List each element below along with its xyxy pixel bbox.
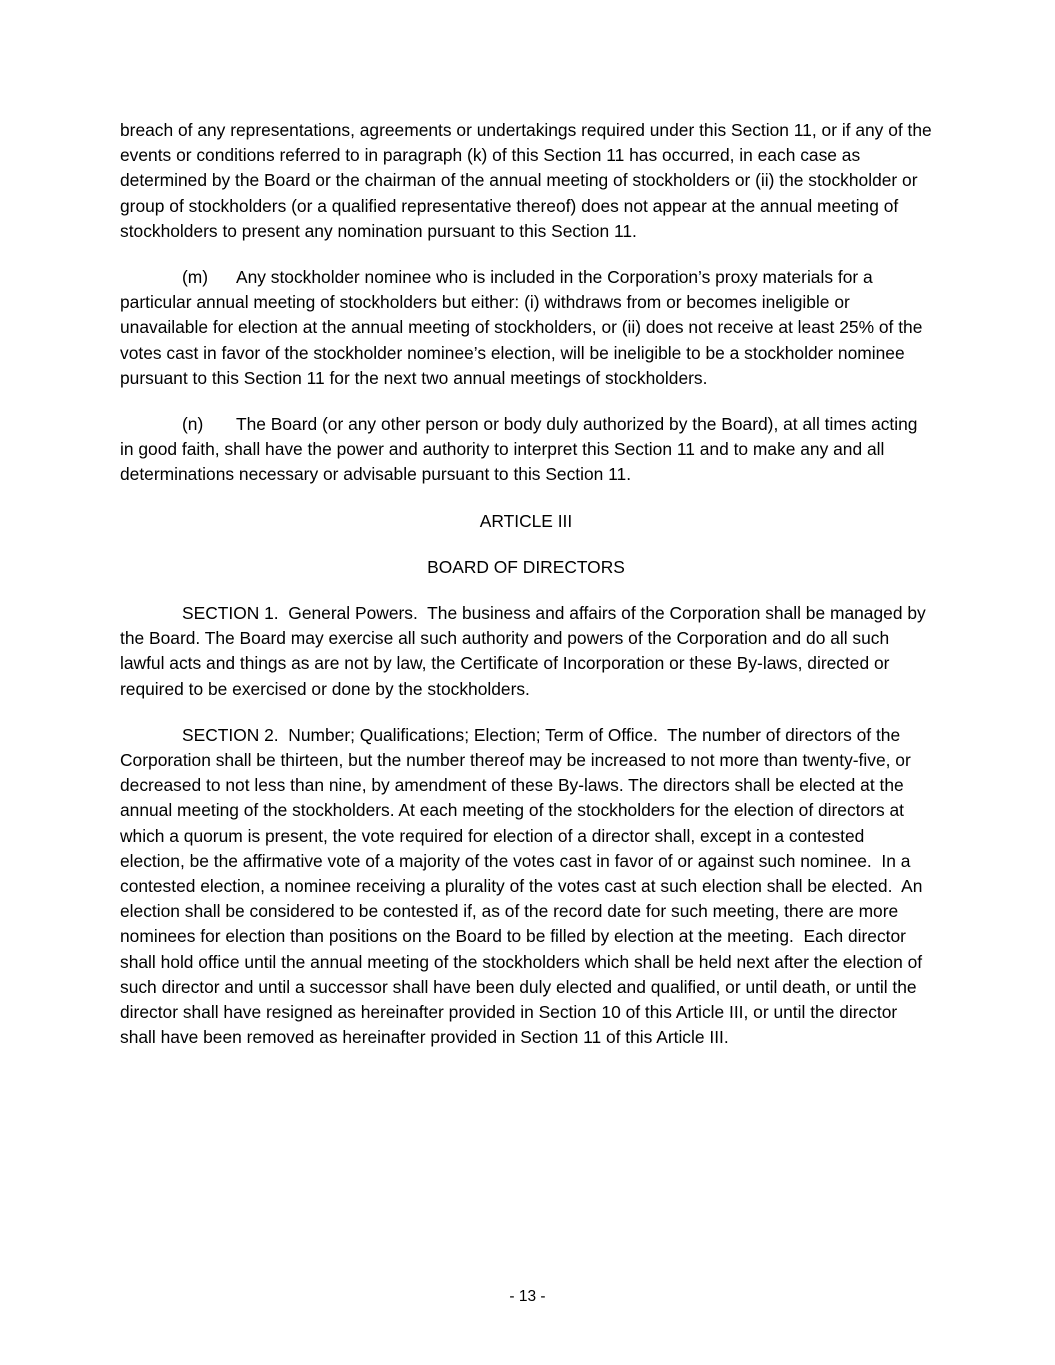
paragraph-n: (n) The Board (or any other person or body duly authorized by the Board), at all times acting in good faith, shall have the power and authority to interpret this Section 11 and to make any and all determinations necessary or advisable pursuant to this Section 11. xyxy=(120,414,923,485)
paragraph-breach: breach of any representations, agreements or undertakings required under this Section 11, or if any of the events or conditions referred to in paragraph (k) of this Section 11 has occurred, in each case as determined by the Board or the chairman of the annual meeting of stockholders or (ii) the stockholder or group of stockholders (or a qualified representative thereof) does not appear at the annual meeting of stockholders to present any nomination pursuant to this Section 11. xyxy=(120,120,937,241)
section-2-paragraph: SECTION 2. Number; Qualifications; Election; Term of Office. The number of directors of the Corporation shall be thirteen, but the number thereof may be increased to not more than twenty-five, or decreased to not less than nine, by amendment of these By-laws. The directors shall be elected at the annual meeting of the stockholders. At each meeting of the stockholders for the election of directors at which a quorum is present, the vote required for election of a director shall, except in a contested election, be the affirmative vote of a majority of the votes cast in favor of or against such nominee. In a contested election, a nominee receiving a plurality of the votes cast at such election shall be elected. An election shall be considered to be contested if, as of the record date for such meeting, there are more nominees for election than positions on the Board to be filled by election at the meeting. Each director shall hold office until the annual meeting of the stockholders which shall be held next after the election of such director and until a successor shall have been duly elected and qualified, or until death, or until the director shall have resigned as hereinafter provided in Section 10 of this Article III, or until the director shall have been removed as hereinafter provided in Section 11 of this Article III. xyxy=(120,724,928,1048)
section-1-paragraph: SECTION 1. General Powers. The business and affairs of the Corporation shall be managed by the Board. The Board may exercise all such authority and powers of the Corporation and do all such lawful acts and things as are not by law, the Certificate of Incorporation or these By-laws, directed or required to be exercised or done by the stockholders. xyxy=(120,603,931,699)
paragraph-m: (m) Any stockholder nominee who is included in the Corporation’s proxy materials for a particular annual meeting of stockholders but either: (i) withdraws from or becomes ineligible or unavailable for election at the annual meeting of stockholders, or (ii) does not receive at least 25% of the votes cast in favor of the stockholder nominee’s election, will be ineligible to be a stockholder nominee pursuant to this Section 11 for the next two annual meetings of stockholders. xyxy=(120,267,928,388)
page-number: - 13 - xyxy=(509,1288,546,1305)
page-content xyxy=(120,118,937,1072)
article-heading-block xyxy=(120,509,932,580)
article-subheading: BOARD OF DIRECTORS xyxy=(427,556,625,577)
article-heading: ARTICLE III xyxy=(479,510,573,531)
